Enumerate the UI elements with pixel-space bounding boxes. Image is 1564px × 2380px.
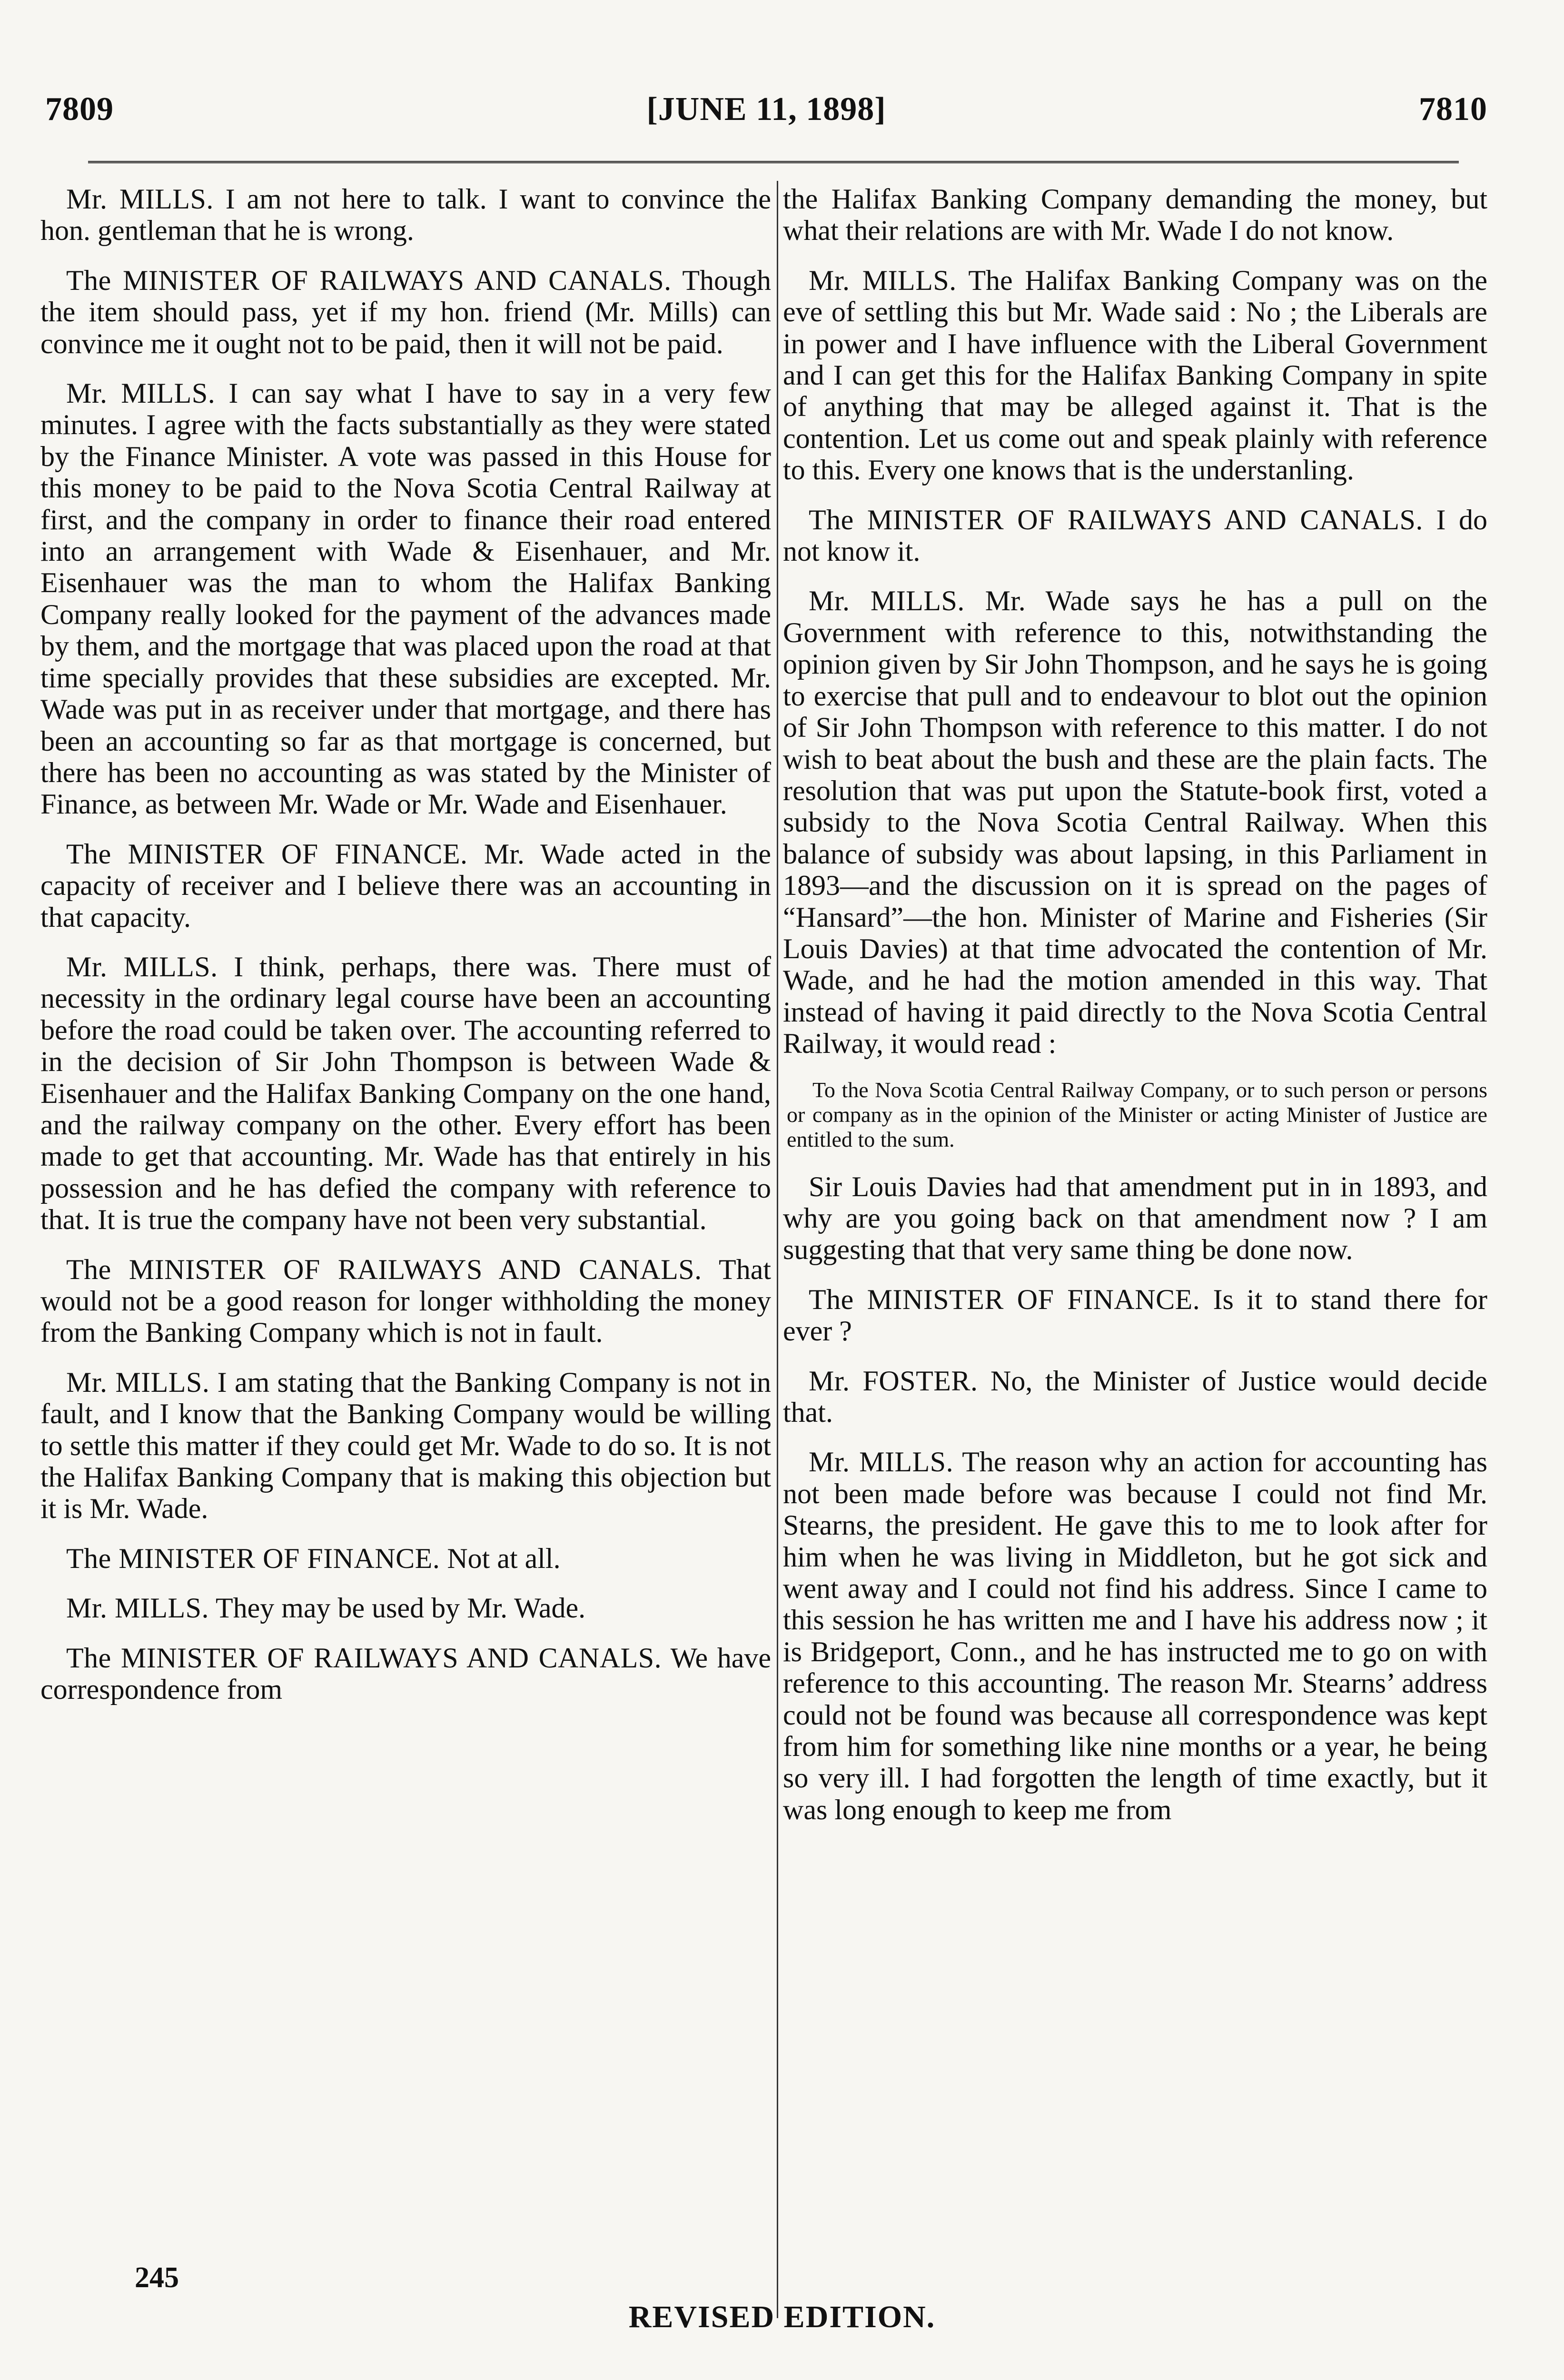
speech-paragraph xyxy=(40,377,771,820)
speech-text: I can say what I have to say in a very few minutes. I agree with the facts substantially as they were stated by the Finance Minister. A vote was passed in this House for this money to be paid to the Nova Scotia Central Railway at first, and the company in order to finance their road entered into an arrangement with Wade & Eisenhauer, and Mr. Eisenhauer was the man to whom the Halifax Banking Company really looked for the payment of the advances made by them, and the mortgage that was placed upon the road at that time specially provides that these subsidies are excepted. Mr. Wade was put in as receiver under that mortgage, and there has been an accounting so far as that mortgage is concerned, but there has been no accounting as was stated by the Minister of Finance, as between Mr. Wade or Mr. Wade and Eisenhauer. xyxy=(40,377,771,820)
page-date: [JUNE 11, 1898] xyxy=(646,91,886,128)
edition-label: REVISED EDITION. xyxy=(628,2300,936,2334)
speech-paragraph xyxy=(783,1284,1487,1347)
speaker-name: The MINISTER OF RAILWAYS AND CANALS. xyxy=(809,504,1423,536)
speaker-name: The MINISTER OF FINANCE. xyxy=(809,1283,1200,1315)
speech-paragraph xyxy=(40,838,771,933)
speaker-name: Mr. MILLS. xyxy=(66,1366,210,1398)
speech-paragraph xyxy=(40,1254,771,1349)
right-column xyxy=(783,183,1487,2244)
speech-paragraph xyxy=(40,1367,771,1525)
speech-paragraph xyxy=(40,265,771,359)
speaker-name: The MINISTER OF RAILWAYS AND CANALS. xyxy=(66,264,672,296)
speech-text: I think, perhaps, there was. There must of necessity in the ordinary legal course have been an accounting before the road could be taken over. The accounting referred to in the decision of Sir John Thompson is between Wade & Eisenhauer and the Halifax Banking Company on the one hand, and the railway company on the other. Every effort has been made to get that accounting. Mr. Wade has that entirely in his possession and he has defied the company with reference to that. It is true the company have not been very substantial. xyxy=(40,951,771,1236)
speech-text: They may be used by Mr. Wade. xyxy=(215,1592,586,1624)
speaker-name: Mr. MILLS. xyxy=(66,951,218,982)
speech-paragraph xyxy=(783,585,1487,1059)
quoted-resolution: To the Nova Scotia Central Railway Company, or to such person or persons or company as in the opinion of the Minister or acting Minister of Justice are entitled to the sum. xyxy=(787,1077,1487,1151)
speech-text: Though the item should pass, yet if my hon. friend (Mr. Mills) can convince me it ought not to be paid, then it will not be paid. xyxy=(40,264,771,359)
speech-text: Sir Louis Davies had that amendment put in in 1893, and why are you going back on that amendment now ? I am suggesting that that very same thing be done now. xyxy=(783,1170,1487,1266)
page-number-left: 7809 xyxy=(45,91,114,128)
speech-paragraph xyxy=(40,1592,771,1624)
speaker-name: Mr. MILLS. xyxy=(809,264,957,296)
header-rule xyxy=(88,161,1459,163)
column-divider xyxy=(777,181,778,2318)
page-header xyxy=(45,71,1487,129)
speech-paragraph xyxy=(783,1446,1487,1825)
speaker-name: The MINISTER OF RAILWAYS AND CANALS. xyxy=(66,1253,702,1285)
speech-text: I am stating that the Banking Company is not in fault, and I know that the Banking Company would be willing to settle this matter if they could get Mr. Wade to do so. It is not the Halifax Banking Company that is making this objection but it is Mr. Wade. xyxy=(40,1366,771,1525)
speech-text: That would not be a good reason for longer withholding the money from the Banking Company which is not in fault. xyxy=(40,1253,771,1349)
speaker-name: The MINISTER OF FINANCE. xyxy=(66,838,468,870)
speaker-name: The MINISTER OF FINANCE. xyxy=(66,1542,440,1574)
speaker-name: Mr. MILLS. xyxy=(66,1592,209,1624)
speech-text: The Halifax Banking Company was on the eve of settling this but Mr. Wade said : No ; the Liberals are in power and I have influence with the Liberal Government and I can get this for the Halifax Banking Company in spite of anything that may be alleged against it. That is the contention. Let us come out and speak plainly with reference to this. Every one knows that is the understanling. xyxy=(783,264,1487,486)
speech-text: We have correspondence from xyxy=(40,1642,771,1706)
speech-text: I am not here to talk. I want to convince the hon. gentleman that he is wrong. xyxy=(40,183,771,247)
speaker-name: Mr. MILLS. xyxy=(809,1446,954,1478)
speech-paragraph xyxy=(40,183,771,247)
continuation-paragraph: the Halifax Banking Company demanding the money, but what their relations are with Mr. Wade I do not know. xyxy=(783,183,1487,247)
speech-text: Not at all. xyxy=(447,1542,561,1574)
speech-text: The reason why an action for accounting has not been made before was because I could not find Mr. Stearns, the president. He gave this to me to look after for him when he was living in Middleton, but he got sick and went away and I could not find his address. Since I came to this session he has written me and I have his address now ; it is Bridgeport, Conn., and he has instructed me to go on with reference to this accounting. The reason Mr. Stearns’ address could not be found was because all correspondence was kept from him for something like nine months or a year, he being so very ill. I had forgotten the length of time exactly, but it was long enough to keep me from xyxy=(783,1446,1487,1825)
right-paragraphs-after-quote xyxy=(783,1171,1487,1826)
right-paragraphs-before-quote xyxy=(783,265,1487,1060)
speech-paragraph xyxy=(783,1171,1487,1266)
speaker-name: Mr. MILLS. xyxy=(66,377,216,409)
speech-text: Mr. Wade says he has a pull on the Government with reference to this, notwithstanding the opinion given by Sir John Thompson, and he says he is going to exercise that pull and to endeavour to blot out the opinion of Sir John Thompson with reference to this matter. I do not wish to beat about the bush and these are the plain facts. The resolution that was put upon the Statute-book first, voted a subsidy to the Nova Scotia Central Railway. When this balance of subsidy was about lapsing, in this Parliament in 1893—and the discussion on it is spread on the pages of “Hansard”—the hon. Minister of Marine and Fisheries (Sir Louis Davies) at that time advocated the contention of Mr. Wade, and he had the motion amended in this way. That instead of having it paid directly to the Nova Scotia Central Railway, it would read : xyxy=(783,585,1487,1060)
speech-paragraph xyxy=(40,951,771,1236)
speech-paragraph xyxy=(40,1642,771,1706)
page-number-right: 7810 xyxy=(1419,91,1487,128)
left-column xyxy=(40,183,771,2244)
speech-paragraph xyxy=(783,265,1487,486)
folio-number: 245 xyxy=(135,2261,179,2294)
speech-text: Is it to stand there for ever ? xyxy=(783,1283,1487,1347)
speech-text: Mr. Wade acted in the capacity of receiver and I believe there was an accounting in that capacity. xyxy=(40,838,771,933)
speech-paragraph xyxy=(40,1543,771,1574)
speaker-name: Mr. MILLS. xyxy=(66,183,214,215)
speaker-name: Mr. FOSTER. xyxy=(809,1365,978,1397)
speech-paragraph xyxy=(783,504,1487,567)
speech-text: No, the Minister of Justice would decide that. xyxy=(783,1365,1487,1428)
speech-text: I do not know it. xyxy=(783,504,1487,567)
speaker-name: The MINISTER OF RAILWAYS AND CANALS. xyxy=(66,1642,662,1674)
speaker-name: Mr. MILLS. xyxy=(809,585,965,617)
speech-paragraph xyxy=(783,1365,1487,1428)
